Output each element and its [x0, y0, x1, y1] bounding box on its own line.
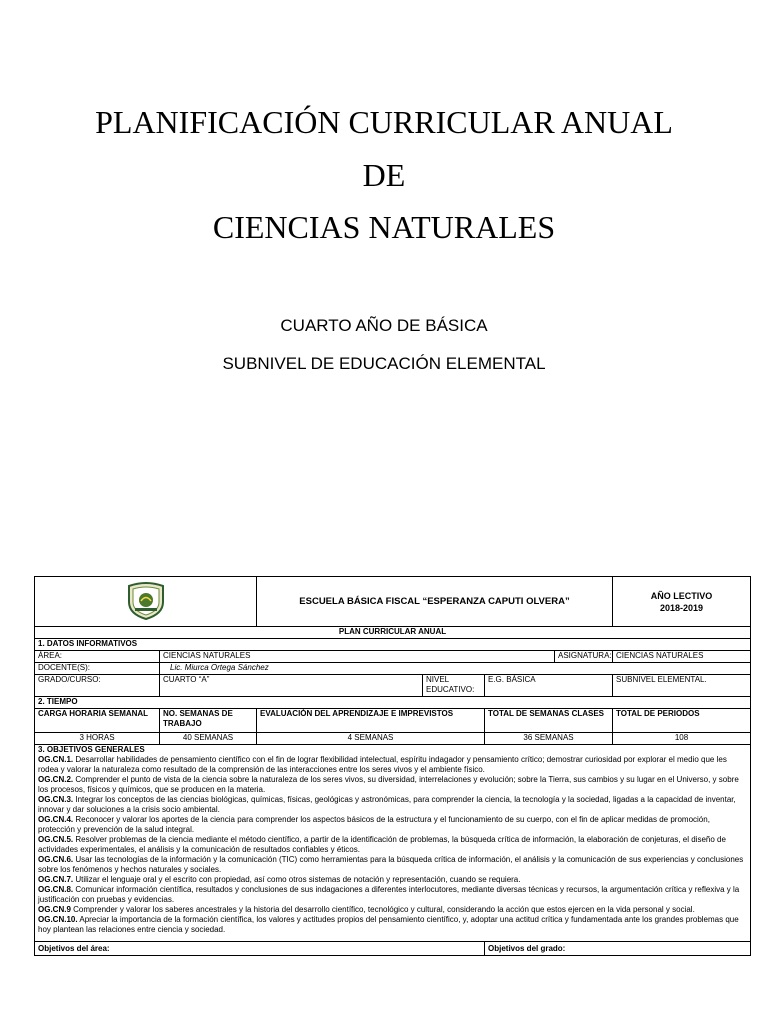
objetivo-code: OG.CN.3.	[38, 795, 74, 804]
objetivo-code: OG.CN.6.	[38, 855, 74, 864]
objetivo-text: Apreciar la importancia de la formación científica, los valores y actitudes propios del pensamiento científico, y, adoptar una actitud crítica y fundamentada ante los grandes problemas que hoy plantean las relaciones entre ciencia y sociedad.	[38, 915, 739, 934]
school-logo-cell	[35, 577, 257, 627]
objetivo-item	[38, 795, 747, 815]
objetivo-item	[38, 775, 747, 795]
tiempo-header-total-semanas: TOTAL DE SEMANAS CLASES	[485, 709, 613, 733]
objetivo-item	[38, 905, 747, 915]
objetivo-code: OG.CN.8.	[38, 885, 74, 894]
objetivo-code: OG.CN.7.	[38, 875, 74, 884]
cover-title-line3: CIENCIAS NATURALES	[212, 209, 556, 245]
section-datos-heading: 1. DATOS INFORMATIVOS	[35, 639, 751, 651]
tiempo-header-carga: CARGA HORARIA SEMANAL	[35, 709, 160, 733]
objetivo-item	[38, 915, 747, 935]
cover-title-line2: DE	[362, 157, 406, 193]
objetivo-text: Resolver problemas de la ciencia mediante el método científico, a partir de la identificación de problemas, la búsqueda crítica de información, la elaboración de conjeturas, el diseño de actividades experimentales, el análisis y la comunicación de resultados confiables y éticos.	[38, 835, 726, 854]
objetivo-text: Reconocer y valorar los aportes de la ciencia para comprender los aspectos básicos de la estructura y el funcionamiento de su cuerpo, con el fin de aplicar medidas de promoción, protección y prevención de la salud integral.	[38, 815, 710, 834]
section-objetivos-heading: 3. OBJETIVOS GENERALES	[38, 745, 145, 754]
area-value: CIENCIAS NATURALES	[160, 651, 555, 663]
objetivo-text: Usar las tecnologías de la información y la comunicación (TIC) como herramientas para la búsqueda crítica de información, el análisis y la comunicación de sus experiencias y conclusiones sobre los fenómenos y hechos naturales y sociales.	[38, 855, 744, 874]
tiempo-value-carga: 3 HORAS	[35, 733, 160, 745]
asignatura-label: ASIGNATURA:	[555, 651, 613, 663]
nivel-value: E.G. BÁSICA	[485, 675, 613, 697]
objetivo-text: Comunicar información científica, resultados y conclusiones de sus indagaciones a diferentes interlocutores, mediante diversas técnicas y recursos, la argumentación crítica y reflexiva y la justificación con pruebas y evidencias.	[38, 885, 740, 904]
objetivo-code: OG.CN.9	[38, 905, 71, 914]
objetivo-item	[38, 885, 747, 905]
objetivo-item	[38, 755, 747, 775]
area-label: ÁREA:	[35, 651, 160, 663]
objetivo-item	[38, 815, 747, 835]
school-year-value: 2018-2019	[659, 602, 704, 613]
objetivo-code: OG.CN.1.	[38, 755, 74, 764]
objetivos-grado-heading: Objetivos del grado:	[485, 942, 751, 956]
objetivo-text: Comprender el punto de vista de la ciencia sobre la naturaleza de los seres vivos, su diversidad, interrelaciones y evolución; sobre la Tierra, sus cambios y su lugar en el Universo, y sobre los procesos, físicos y químicos, que se producen en la materia.	[38, 775, 739, 794]
objetivo-code: OG.CN.4.	[38, 815, 74, 824]
tiempo-header-evaluacion: EVALUACIÓN DEL APRENDIZAJE E IMPREVISTOS	[257, 709, 485, 733]
subnivel-value: SUBNIVEL ELEMENTAL.	[613, 675, 751, 697]
section-tiempo-heading: 2. TIEMPO	[35, 697, 751, 709]
school-year-cell	[613, 577, 751, 627]
tiempo-value-semanas: 40 SEMANAS	[160, 733, 257, 745]
school-name: ESCUELA BÁSICA FISCAL “ESPERANZA CAPUTI OLVERA”	[257, 577, 613, 627]
tiempo-header-semanas: NO. SEMANAS DE TRABAJO	[160, 709, 257, 733]
objetivo-item	[38, 875, 747, 885]
cover-subtitle-level: SUBNIVEL DE EDUCACIÓN ELEMENTAL	[222, 354, 546, 373]
school-crest-icon	[123, 580, 169, 620]
objetivo-code: OG.CN.5.	[38, 835, 74, 844]
plan-title: PLAN CURRICULAR ANUAL	[35, 627, 751, 639]
nivel-label: NIVEL EDUCATIVO:	[423, 675, 485, 697]
tiempo-value-total-periodos: 108	[613, 733, 751, 745]
objetivo-text: Desarrollar habilidades de pensamiento científico con el fin de lograr flexibilidad intelectual, espíritu indagador y pensamiento crítico; demostrar curiosidad por explorar el medio que les rodea y valorar la naturaleza como resultado de la comprensión de las interacciones entre los seres vivos y el ambiente físico.	[38, 755, 727, 774]
docente-value: Lic. Miurca Ortega Sánchez	[160, 663, 751, 675]
objetivo-item	[38, 835, 747, 855]
grado-label: GRADO/CURSO:	[35, 675, 160, 697]
tiempo-value-evaluacion: 4 SEMANAS	[257, 733, 485, 745]
objetivos-generales-cell	[35, 745, 751, 942]
objetivo-code: OG.CN.2.	[38, 775, 74, 784]
objetivo-text: Comprender y valorar los saberes ancestrales y la historia del desarrollo científico, tecnológico y cultural, considerando la acción que estos ejercen en la vida personal y social.	[70, 905, 695, 914]
objetivo-code: OG.CN.10.	[38, 915, 78, 924]
objetivo-text: Integrar los conceptos de las ciencias biológicas, químicas, físicas, geológicas y astronómicas, para comprender la ciencia, la tecnología y la sociedad, ligadas a la capacidad de inventar, innovar y dar soluciones a la crisis socio ambiental.	[38, 795, 736, 814]
asignatura-value: CIENCIAS NATURALES	[613, 651, 751, 663]
school-year-label: AÑO LECTIVO	[650, 590, 713, 601]
plan-table	[34, 576, 751, 956]
cover-title-line1: PLANIFICACIÓN CURRICULAR ANUAL	[95, 104, 673, 140]
docente-label: DOCENTE(S):	[35, 663, 160, 675]
objetivos-area-heading: Objetivos del área:	[35, 942, 485, 956]
tiempo-header-total-periodos: TOTAL DE PERIODOS	[613, 709, 751, 733]
objetivo-item	[38, 855, 747, 875]
grado-value: CUARTO “A”	[160, 675, 423, 697]
cover-subtitle-grade: CUARTO AÑO DE BÁSICA	[280, 316, 488, 335]
objetivo-text: Utilizar el lenguaje oral y el escrito con propiedad, así como otros sistemas de notación y representación, cuando se requiera.	[73, 875, 521, 884]
tiempo-value-total-semanas: 36 SEMANAS	[485, 733, 613, 745]
